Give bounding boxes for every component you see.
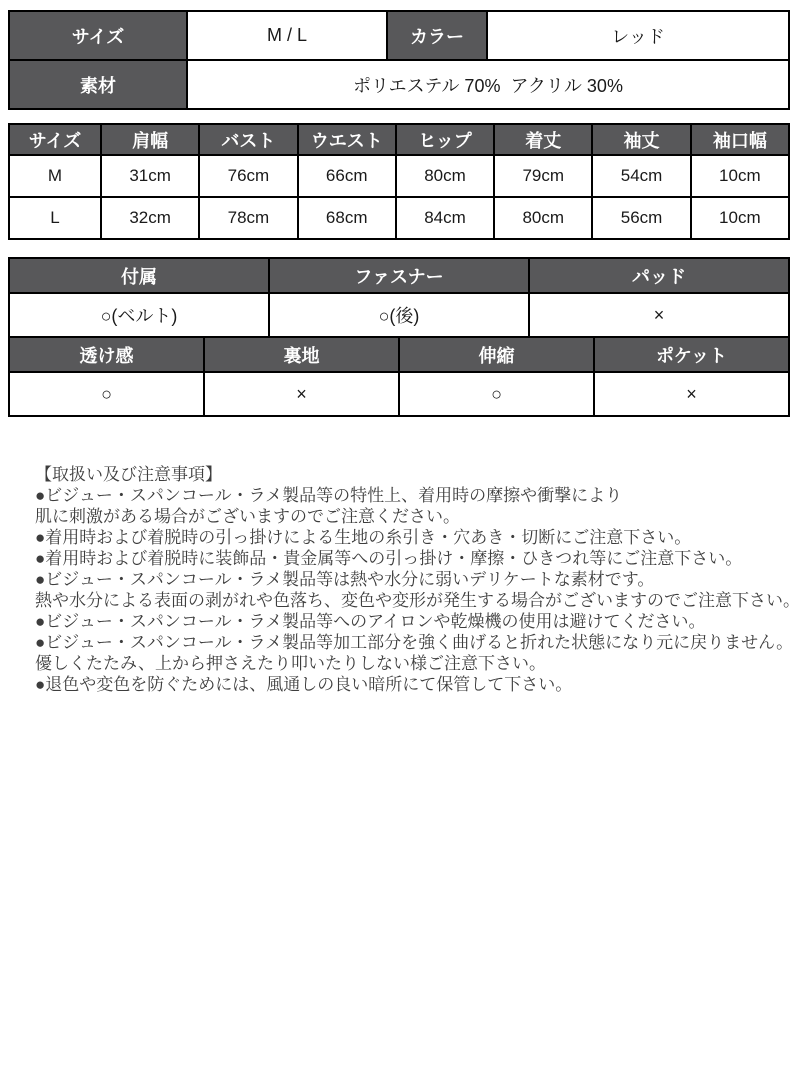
attributes-value-row	[9, 372, 789, 416]
measurement-cell: 10cm	[691, 197, 789, 239]
color-value-cell: レッド	[487, 11, 789, 60]
notes-line: ●着用時および着脱時に装飾品・貴金属等への引っ掛け・摩擦・ひきつれ等にご注意下さい。	[35, 549, 743, 568]
spec-row-size-color	[9, 11, 789, 60]
measurement-cell: 80cm	[494, 197, 592, 239]
measurement-cell: 10cm	[691, 155, 789, 197]
attribute-value-cell: ×	[594, 372, 789, 416]
column-header: パッド	[529, 258, 789, 293]
size-chart-row-m	[9, 155, 789, 197]
measurement-cell: 31cm	[101, 155, 199, 197]
notes-line: 熱や水分による表面の剥がれや色落ち、変色や変形が発生する場合がございますのでご注意下さい。	[35, 591, 800, 610]
size-name-cell: M	[9, 155, 101, 197]
features-table	[8, 257, 790, 338]
column-header: ウエスト	[298, 124, 396, 155]
column-header: 袖口幅	[691, 124, 789, 155]
column-header: 着丈	[494, 124, 592, 155]
column-header: 裏地	[204, 337, 399, 372]
features-value-row	[9, 293, 789, 337]
measurement-cell: 76cm	[199, 155, 297, 197]
column-header: サイズ	[9, 124, 101, 155]
column-header: バスト	[199, 124, 297, 155]
measurement-cell: 68cm	[298, 197, 396, 239]
size-label-cell: サイズ	[9, 11, 187, 60]
notes-line: 優しくたたみ、上から押さえたり叩いたりしない様ご注意下さい。	[35, 654, 547, 673]
notes-line: ●ビジュー・スパンコール・ラメ製品等加工部分を強く曲げると折れた状態になり元に戻りません。	[35, 633, 794, 652]
notes-line: ●ビジュー・スパンコール・ラメ製品等へのアイロンや乾燥機の使用は避けてください。	[35, 612, 706, 631]
column-header: ヒップ	[396, 124, 494, 155]
attribute-value-cell: ×	[204, 372, 399, 416]
measurement-cell: 79cm	[494, 155, 592, 197]
notes-line: ●着用時および着脱時の引っ掛けによる生地の糸引き・穴あき・切断にご注意下さい。	[35, 528, 692, 547]
column-header: ファスナー	[269, 258, 529, 293]
measurement-cell: 32cm	[101, 197, 199, 239]
notes-title: 【取扱い及び注意事項】	[35, 465, 222, 484]
measurement-cell: 54cm	[592, 155, 690, 197]
attribute-value-cell: ○	[399, 372, 594, 416]
feature-value-cell: ○(後)	[269, 293, 529, 337]
attributes-table	[8, 336, 790, 417]
spec-row-material	[9, 60, 789, 109]
attributes-header-row	[9, 337, 789, 372]
feature-value-cell: ○(ベルト)	[9, 293, 269, 337]
material-value-cell: ポリエステル 70% アクリル 30%	[187, 60, 789, 109]
features-header-row	[9, 258, 789, 293]
notes-line: ●ビジュー・スパンコール・ラメ製品等の特性上、着用時の摩擦や衝撃により	[35, 486, 623, 505]
notes-line: 肌に刺激がある場合がございますのでご注意ください。	[35, 507, 460, 526]
size-chart-table	[8, 123, 790, 240]
column-header: 伸縮	[399, 337, 594, 372]
size-value-cell: M / L	[187, 11, 387, 60]
color-label-cell: カラー	[387, 11, 487, 60]
measurement-cell: 84cm	[396, 197, 494, 239]
measurement-cell: 78cm	[199, 197, 297, 239]
size-chart-header-row	[9, 124, 789, 155]
measurement-cell: 80cm	[396, 155, 494, 197]
handling-notes	[35, 464, 800, 695]
material-label-cell: 素材	[9, 60, 187, 109]
column-header: 肩幅	[101, 124, 199, 155]
column-header: 袖丈	[592, 124, 690, 155]
size-name-cell: L	[9, 197, 101, 239]
spec-table	[8, 10, 790, 110]
column-header: ポケット	[594, 337, 789, 372]
measurement-cell: 66cm	[298, 155, 396, 197]
column-header: 付属	[9, 258, 269, 293]
notes-line: ●ビジュー・スパンコール・ラメ製品等は熱や水分に弱いデリケートな素材です。	[35, 570, 655, 589]
notes-line: ●退色や変色を防ぐためには、風通しの良い暗所にて保管して下さい。	[35, 675, 573, 694]
size-chart-row-l	[9, 197, 789, 239]
attribute-value-cell: ○	[9, 372, 204, 416]
feature-value-cell: ×	[529, 293, 789, 337]
measurement-cell: 56cm	[592, 197, 690, 239]
column-header: 透け感	[9, 337, 204, 372]
